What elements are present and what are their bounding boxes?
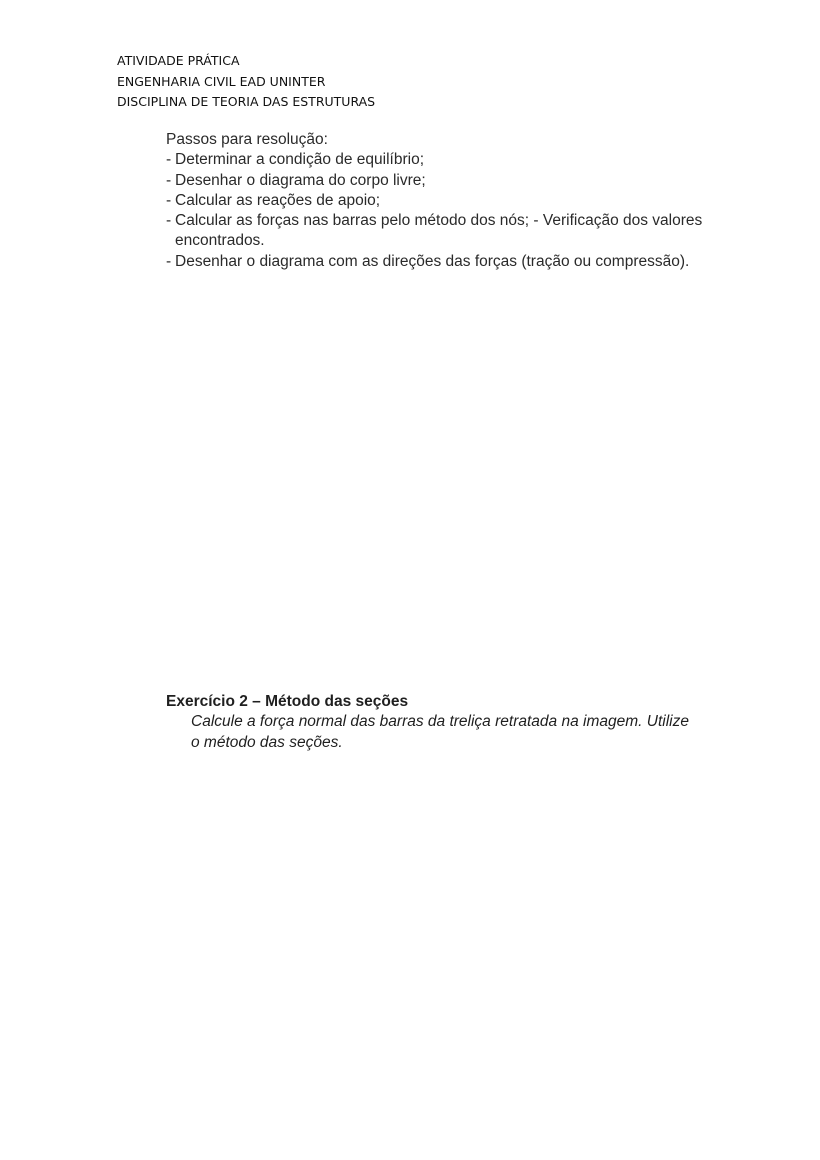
step-item: - Desenhar o diagrama do corpo livre; xyxy=(166,171,426,189)
exercise-title: Exercício 2 – Método das seções xyxy=(166,693,409,710)
step-item: - Calcular as reações de apoio; xyxy=(166,191,381,209)
steps-intro: Passos para resolução: xyxy=(166,131,328,148)
step-item: - Determinar a condição de equilíbrio; xyxy=(166,151,424,169)
exercise-2 xyxy=(166,692,726,753)
header-activity-title: ATIVIDADE PRÁTICA xyxy=(117,53,240,68)
resolution-steps xyxy=(166,130,726,272)
header-course-name: ENGENHARIA CIVIL EAD UNINTER xyxy=(117,73,326,89)
document-header xyxy=(117,51,375,113)
exercise-statement: Calcule a força normal das barras da treliça retratada na imagem. Utilize o método das seções. xyxy=(191,713,689,751)
header-discipline-name: DISCIPLINA DE TEORIA DAS ESTRUTURAS xyxy=(117,94,376,109)
step-item: - Desenhar o diagrama com as direções das forças (tração ou compressão). xyxy=(166,252,690,270)
step-item: - Calcular as forças nas barras pelo método dos nós; - Verificação dos valores encontrados. xyxy=(166,212,703,250)
